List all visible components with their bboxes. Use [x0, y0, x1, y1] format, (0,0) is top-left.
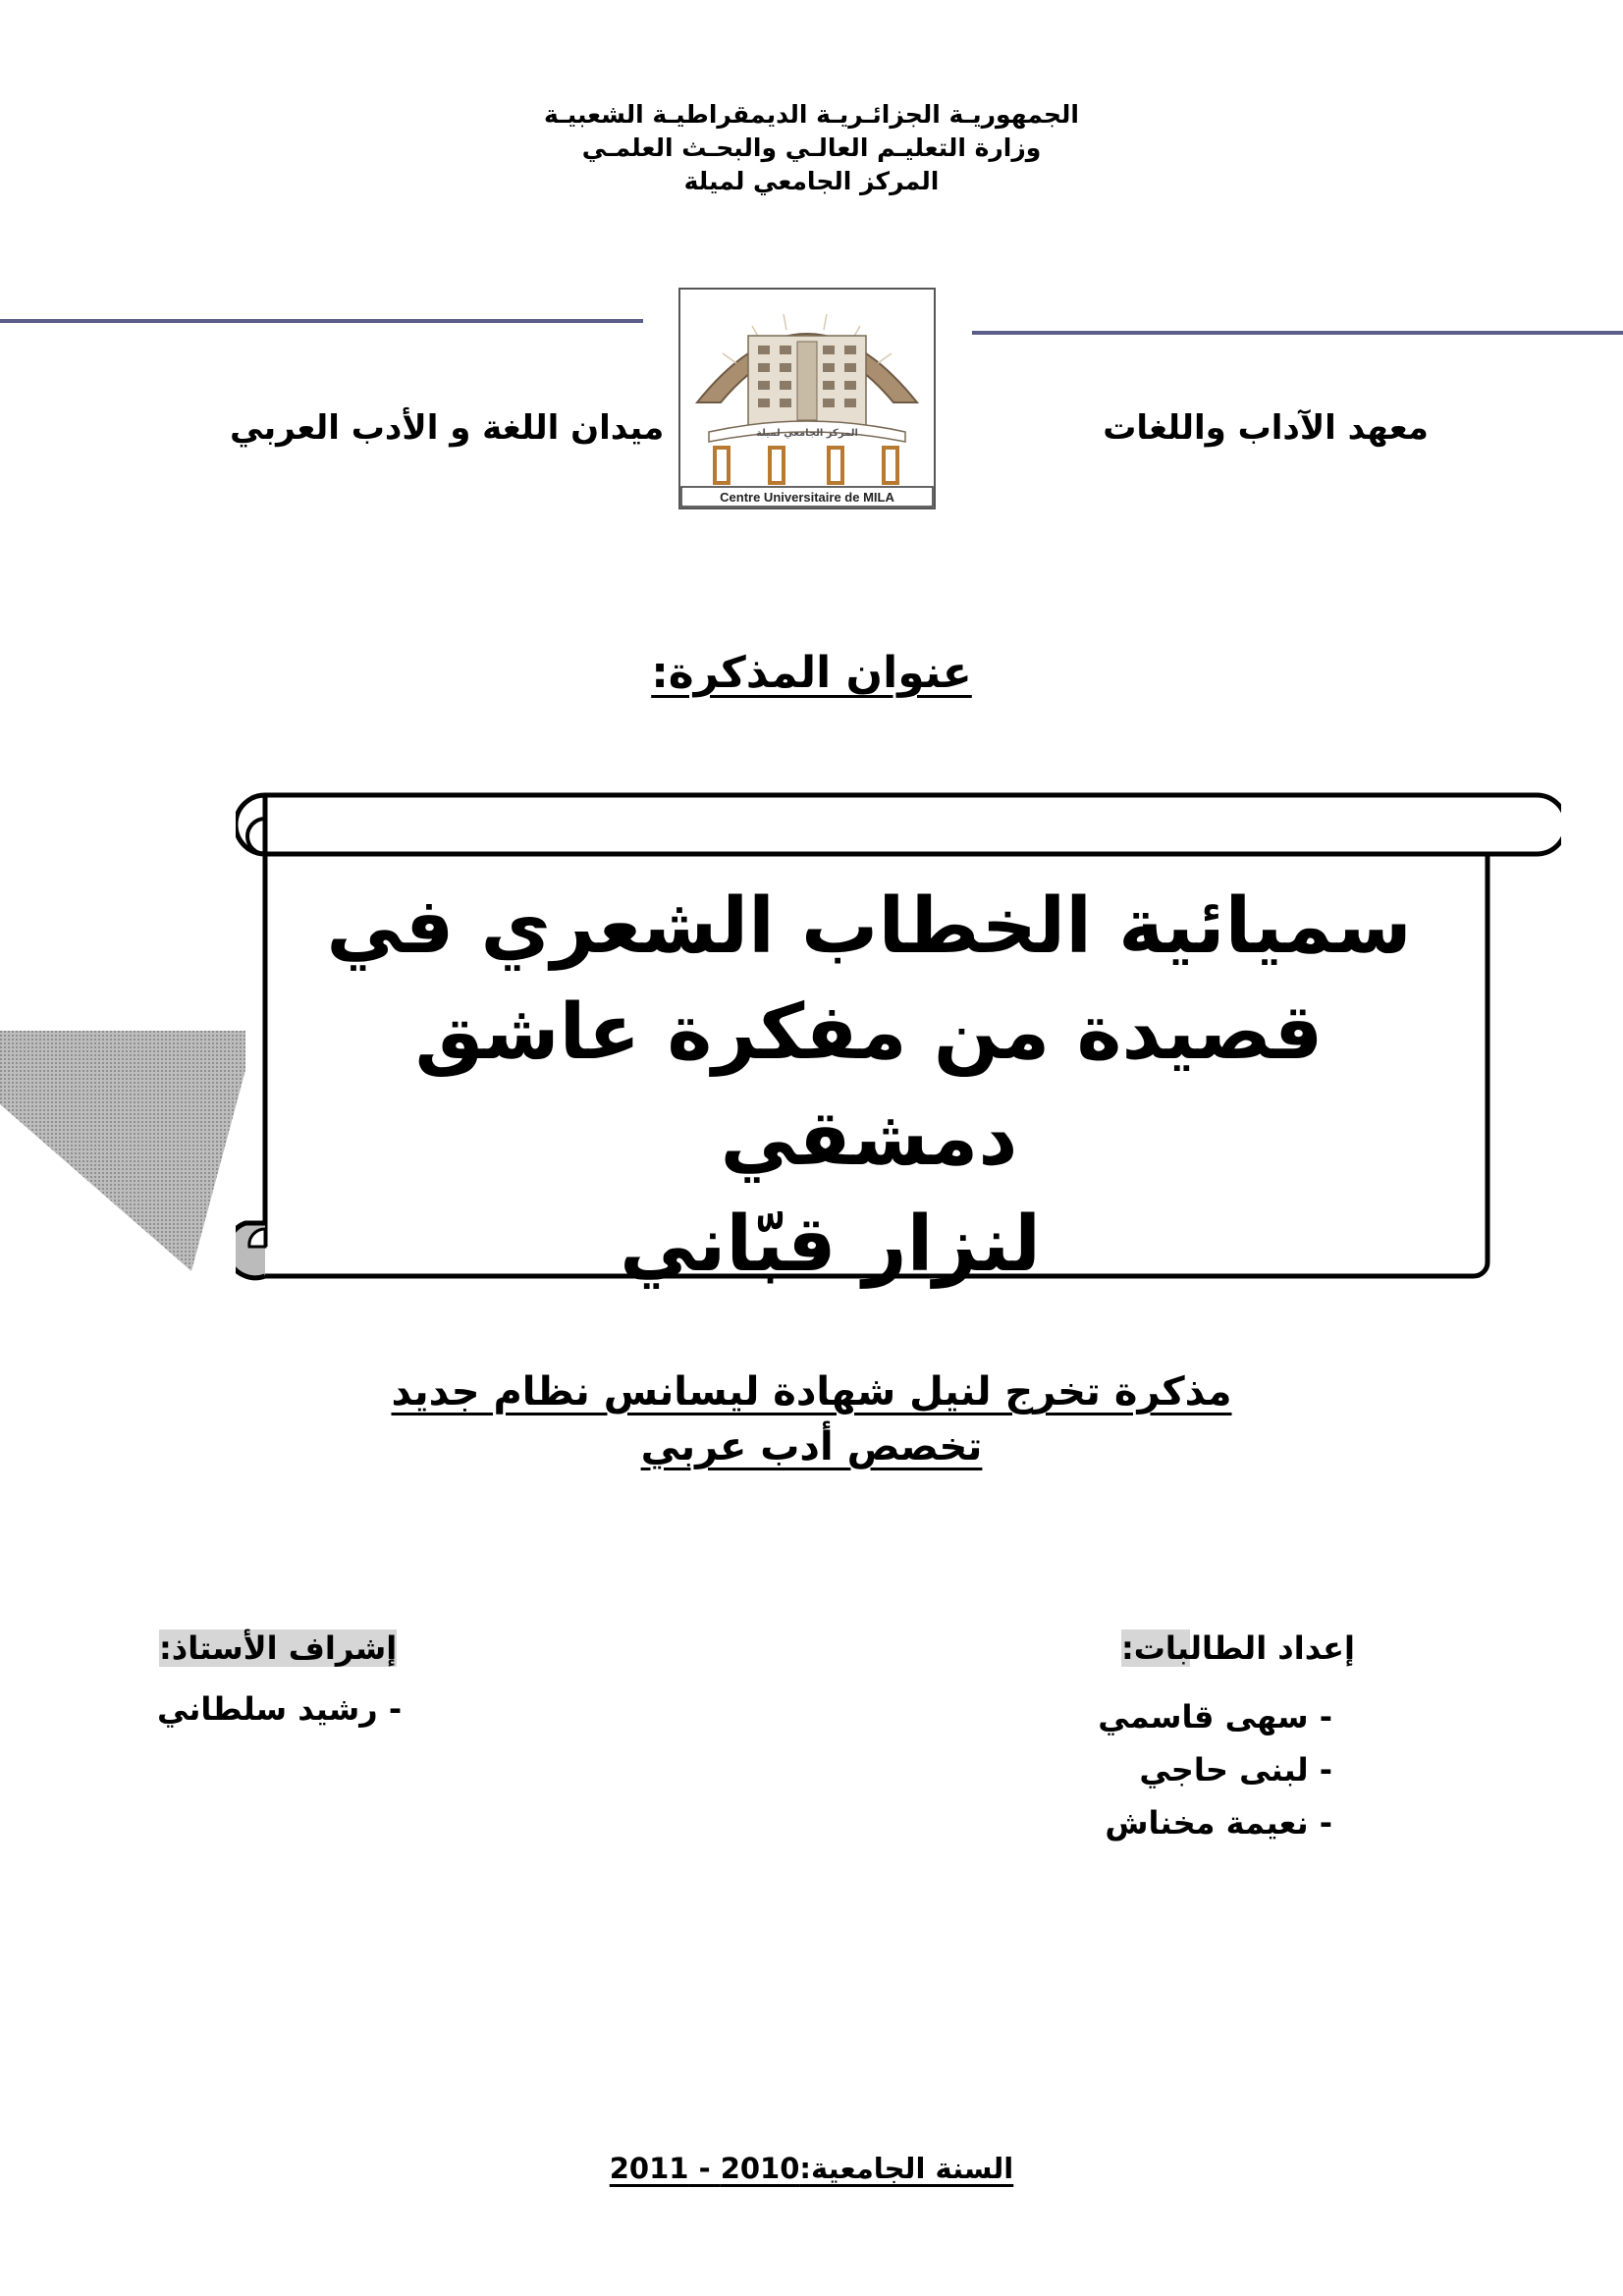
republic-line: الجمهوريـة الجزائـريـة الديمقراطيـة الشعبيـة: [544, 100, 1079, 129]
field-name: ميدان اللغة و الأدب العربي: [230, 408, 665, 448]
memo-title-label-text: عنوان المذكرة:: [651, 648, 972, 698]
academic-year-text: السنة الجامعية:2010 - 2011: [609, 2152, 1014, 2185]
students-label: [1121, 1629, 1355, 1667]
ministry-line: وزارة التعليـم العالـي والبحـث العلمـي: [581, 133, 1042, 162]
logo-caption: Centre Universitaire de MILA: [720, 490, 894, 505]
scroll-shadow: [0, 1031, 245, 1286]
title-line-2: قصيدة من مفكرة عاشق دمشقي: [414, 988, 1324, 1183]
title-line-3: لنزار قبّاني: [620, 1201, 1041, 1289]
academic-year: [0, 2152, 1623, 2185]
degree-line-2: تخصص أدب عربي: [640, 1424, 983, 1469]
university-line: المركز الجامعي لميلة: [683, 167, 940, 195]
header-block: [0, 98, 1623, 198]
university-logo: [676, 285, 939, 512]
supervisor-label-plain: ستاذ:: [159, 1629, 243, 1667]
student-name-2: - لبنى حاجي: [1139, 1751, 1332, 1789]
supervisor-label-highlight: إشراف الأ: [243, 1629, 398, 1667]
degree-statement: [0, 1364, 1623, 1474]
header-rule-left: [0, 319, 643, 323]
logo-sign-text: المركز الجامعي لميلة: [756, 428, 858, 439]
supervisor-label: [159, 1629, 397, 1667]
students-label-highlight: بات:: [1120, 1629, 1190, 1667]
students-label-plain: إعداد الطال: [1189, 1629, 1355, 1667]
title-line-1: سميائية الخطاب الشعري في: [326, 882, 1412, 971]
student-name-3: - نعيمة مخناش: [1105, 1804, 1332, 1842]
memo-title-label: [0, 648, 1623, 698]
header-rule-right: [972, 331, 1623, 335]
institute-name: معهد الآداب واللغات: [1103, 408, 1429, 448]
thesis-title: [285, 874, 1453, 1298]
students-list: [1098, 1690, 1332, 1849]
supervisor-name: - رشيد سلطاني: [157, 1690, 403, 1728]
student-name-1: - سهى قاسمي: [1098, 1698, 1332, 1735]
degree-line-1: مذكرة تخرج لنيل شهادة ليسانس نظام جديد: [391, 1369, 1232, 1415]
